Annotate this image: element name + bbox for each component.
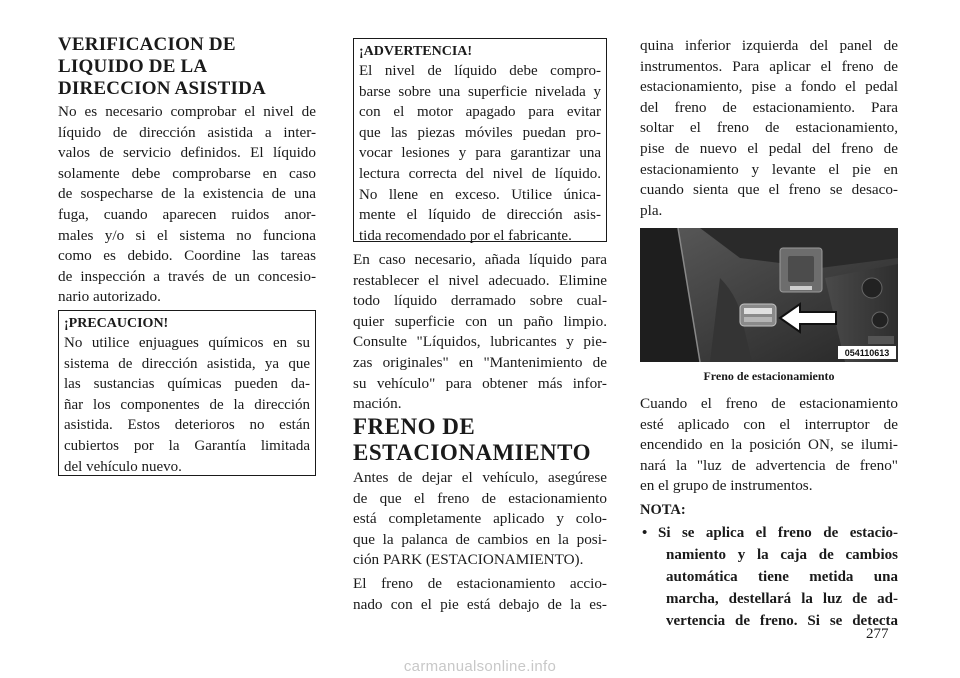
text-line: sistema de dirección asistida, ya que [64, 355, 310, 372]
photo-caption: Freno de estacionamiento [703, 369, 835, 383]
text-line: No llene en exceso. Utilice única- [359, 186, 601, 203]
text-line: del vehículo nuevo. [64, 458, 182, 475]
text-line: El freno de estacionamiento accio- [353, 575, 607, 592]
warning-title: ¡ADVERTENCIA! [359, 44, 473, 59]
text-line: Si se aplica el freno de estacio- [658, 525, 898, 541]
text-line: soltar el freno de estacionamiento, [640, 119, 898, 137]
text-line: quina inferior izquierda del panel de [640, 37, 898, 54]
heading-line: FRENO DE [353, 414, 476, 439]
text-line: automática tiene metida una [666, 569, 898, 585]
text-line: estacionamiento, pise a fondo el pedal [640, 78, 898, 96]
add-fluid-paragraph [353, 250, 607, 415]
text-line: males y/o si el sistema no funciona [58, 226, 316, 244]
text-line: de sospecharse de la existencia de una [58, 185, 316, 203]
text-line: su vehículo" para obtener más infor- [353, 374, 607, 392]
text-line: encendido en la posición ON, se ilumi- [640, 436, 898, 454]
text-line: ción PARK (ESTACIONAMIENTO). [353, 551, 584, 569]
text-line: valos de servicio definidos. El líquido [58, 144, 316, 162]
text-line: vertencia de freno. Si se detecta [666, 613, 898, 629]
text-line: mación. [353, 395, 402, 413]
text-line: que la palanca de cambios en la posi- [353, 530, 607, 548]
bullet-dot-icon: • [642, 525, 648, 541]
caution-body [64, 333, 310, 477]
text-line: solamente debe comprobarse en caso [58, 164, 316, 182]
warning-box [353, 38, 607, 242]
text-line: El nivel de líquido debe compro- [359, 63, 601, 79]
text-line: está completamente aplicado y colo- [353, 510, 607, 528]
heading-line: LIQUIDO DE LA [58, 56, 208, 77]
text-line: las sustancias químicas pueden da- [64, 376, 310, 393]
text-line: como es debido. Coordine las tareas [58, 247, 316, 265]
brake-warning-light-paragraph [640, 394, 898, 497]
text-line: que las piezas móviles puedan pro- [359, 124, 601, 141]
text-line: nario autorizado. [58, 288, 161, 306]
heading-line: DIRECCION ASISTIDA [58, 78, 266, 99]
caution-box [58, 310, 316, 476]
parking-brake-paragraph [353, 468, 607, 571]
text-line: namiento y la caja de cambios [666, 547, 898, 563]
text-line: todo líquido derramado sobre cual- [353, 292, 607, 310]
caution-title: ¡PRECAUCION! [64, 316, 169, 331]
text-line: nará la "luz de advertencia de freno" [640, 456, 898, 474]
text-line: estacionamiento y levante el pie en [640, 160, 898, 178]
text-line: fuga, cuando aparecen ruidos anor- [58, 205, 316, 223]
text-line: No utilice enjuagues químicos en su [64, 335, 310, 351]
bullet-item [658, 522, 898, 632]
text-line: restablecer el nivel adecuado. Elimine [353, 271, 607, 289]
text-line: Consulte "Líquidos, lubricantes y pie- [353, 333, 607, 351]
section-heading-power-steering [58, 34, 266, 100]
foot-brake-paragraph [353, 574, 607, 615]
text-line: de que el freno de estacionamiento [353, 489, 607, 507]
text-line: nado con el pie está debajo de la es- [353, 595, 607, 613]
text-line: vocar lesiones y para garantizar una [359, 145, 601, 162]
text-line: En caso necesario, añada líquido para [353, 251, 607, 268]
text-line: instrumentos. Para aplicar el freno de [640, 57, 898, 75]
text-line: líquido de dirección asistida a inter- [58, 123, 316, 141]
page-number: 277 [866, 626, 889, 642]
text-line: cuando sienta que el freno se desaco- [640, 181, 898, 199]
text-line: ñar los componentes de la dirección [64, 396, 310, 413]
brake-usage-paragraph [640, 36, 898, 221]
text-line: con el motor apagado para evitar [359, 104, 601, 121]
text-line: de inspección a través de un concesio- [58, 267, 316, 285]
heading-line: VERIFICACION DE [58, 34, 236, 55]
power-steering-paragraph [58, 102, 316, 308]
text-line: cubiertos por la Garantía limitada [64, 437, 310, 454]
text-line: del freno de estacionamiento. Para [640, 98, 898, 116]
warning-body [359, 61, 601, 246]
parking-brake-illustration [640, 228, 898, 362]
text-line: asistida. Estos deterioros no están [64, 417, 310, 434]
text-line: mente el líquido de dirección asis- [359, 207, 601, 224]
text-line: marcha, destellará la luz de ad- [666, 591, 898, 607]
text-line: quier superficie con un paño limpio. [353, 312, 607, 330]
text-line: Antes de dejar el vehículo, asegúrese [353, 469, 607, 486]
photo-code: 054110613 [844, 348, 890, 358]
text-line: pise de nuevo el pedal del freno de [640, 139, 898, 157]
note-bullet-list [642, 522, 898, 632]
text-line: zas originales" en "Mantenimiento de [353, 353, 607, 371]
heading-line: ESTACIONAMIENTO [353, 440, 591, 465]
text-line: lectura correcta del nivel de líquido. [359, 165, 601, 182]
parking-brake-photo [640, 228, 898, 362]
text-line: esté aplicado con el interruptor de [640, 415, 898, 433]
section-heading-parking-brake [353, 414, 591, 466]
text-line: barse sobre una superficie nivelada y [359, 83, 601, 100]
text-line: tida recomendado por el fabricante. [359, 227, 572, 244]
text-line: No es necesario comprobar el nivel de [58, 103, 316, 120]
watermark: carmanualsonline.info [403, 658, 557, 675]
text-line: pla. [640, 201, 663, 219]
text-line: Cuando el freno de estacionamiento [640, 395, 898, 412]
text-line: en el grupo de instrumentos. [640, 477, 813, 495]
note-label: NOTA: [640, 502, 686, 518]
